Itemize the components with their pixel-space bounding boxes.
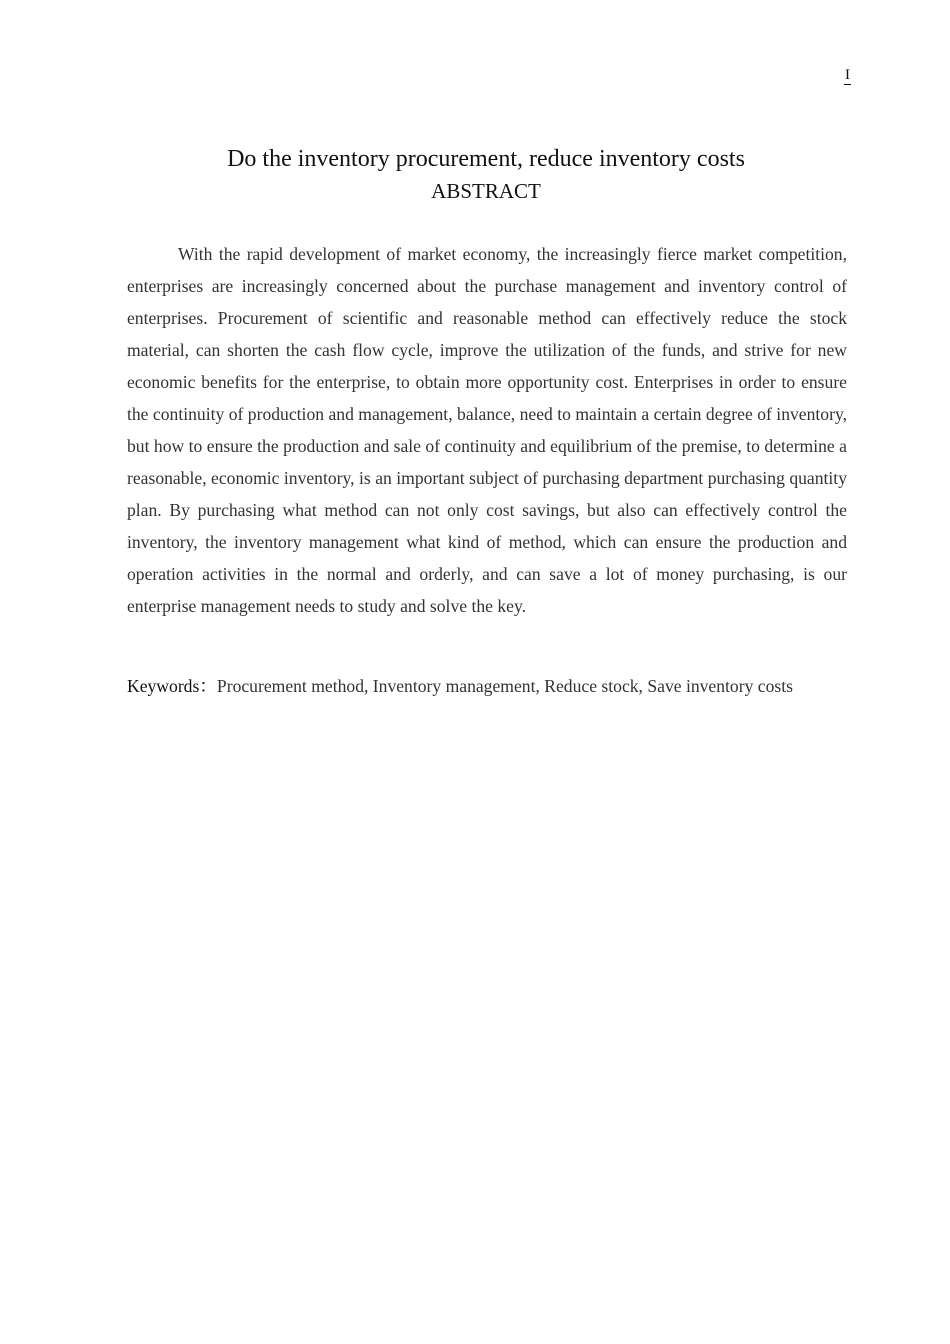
document-title: Do the inventory procurement, reduce inventory costs bbox=[227, 146, 745, 172]
keywords-label: Keywords： bbox=[127, 676, 217, 696]
keywords-line bbox=[127, 670, 847, 702]
abstract-paragraph: With the rapid development of market economy, the increasingly fierce market competition, enterprises are increasingly concerned about the purchase management and inventory control of enterprises. Procurement of scientific and reasonable method can effectively reduce the stock material, can shorten the cash flow cycle, improve the utilization of the funds, and strive for new economic benefits for the enterprise, to obtain more opportunity cost. Enterprises in order to ensure the continuity of production and management, balance, need to maintain a certain degree of inventory, but how to ensure the production and sale of continuity and equilibrium of the premise, to determine a reasonable, economic inventory, is an important subject of purchasing department purchasing quantity plan. By purchasing what method can not only cost savings, but also can effectively control the inventory, the inventory management what kind of method, which can ensure the production and operation activities in the normal and orderly, and can save a lot of money purchasing, is our enterprise management needs to study and solve the key. bbox=[127, 244, 847, 616]
keywords-list: Procurement method, Inventory management, Reduce stock, Save inventory costs bbox=[216, 676, 793, 696]
abstract-heading: ABSTRACT bbox=[431, 179, 541, 203]
page-number: I bbox=[845, 67, 850, 83]
